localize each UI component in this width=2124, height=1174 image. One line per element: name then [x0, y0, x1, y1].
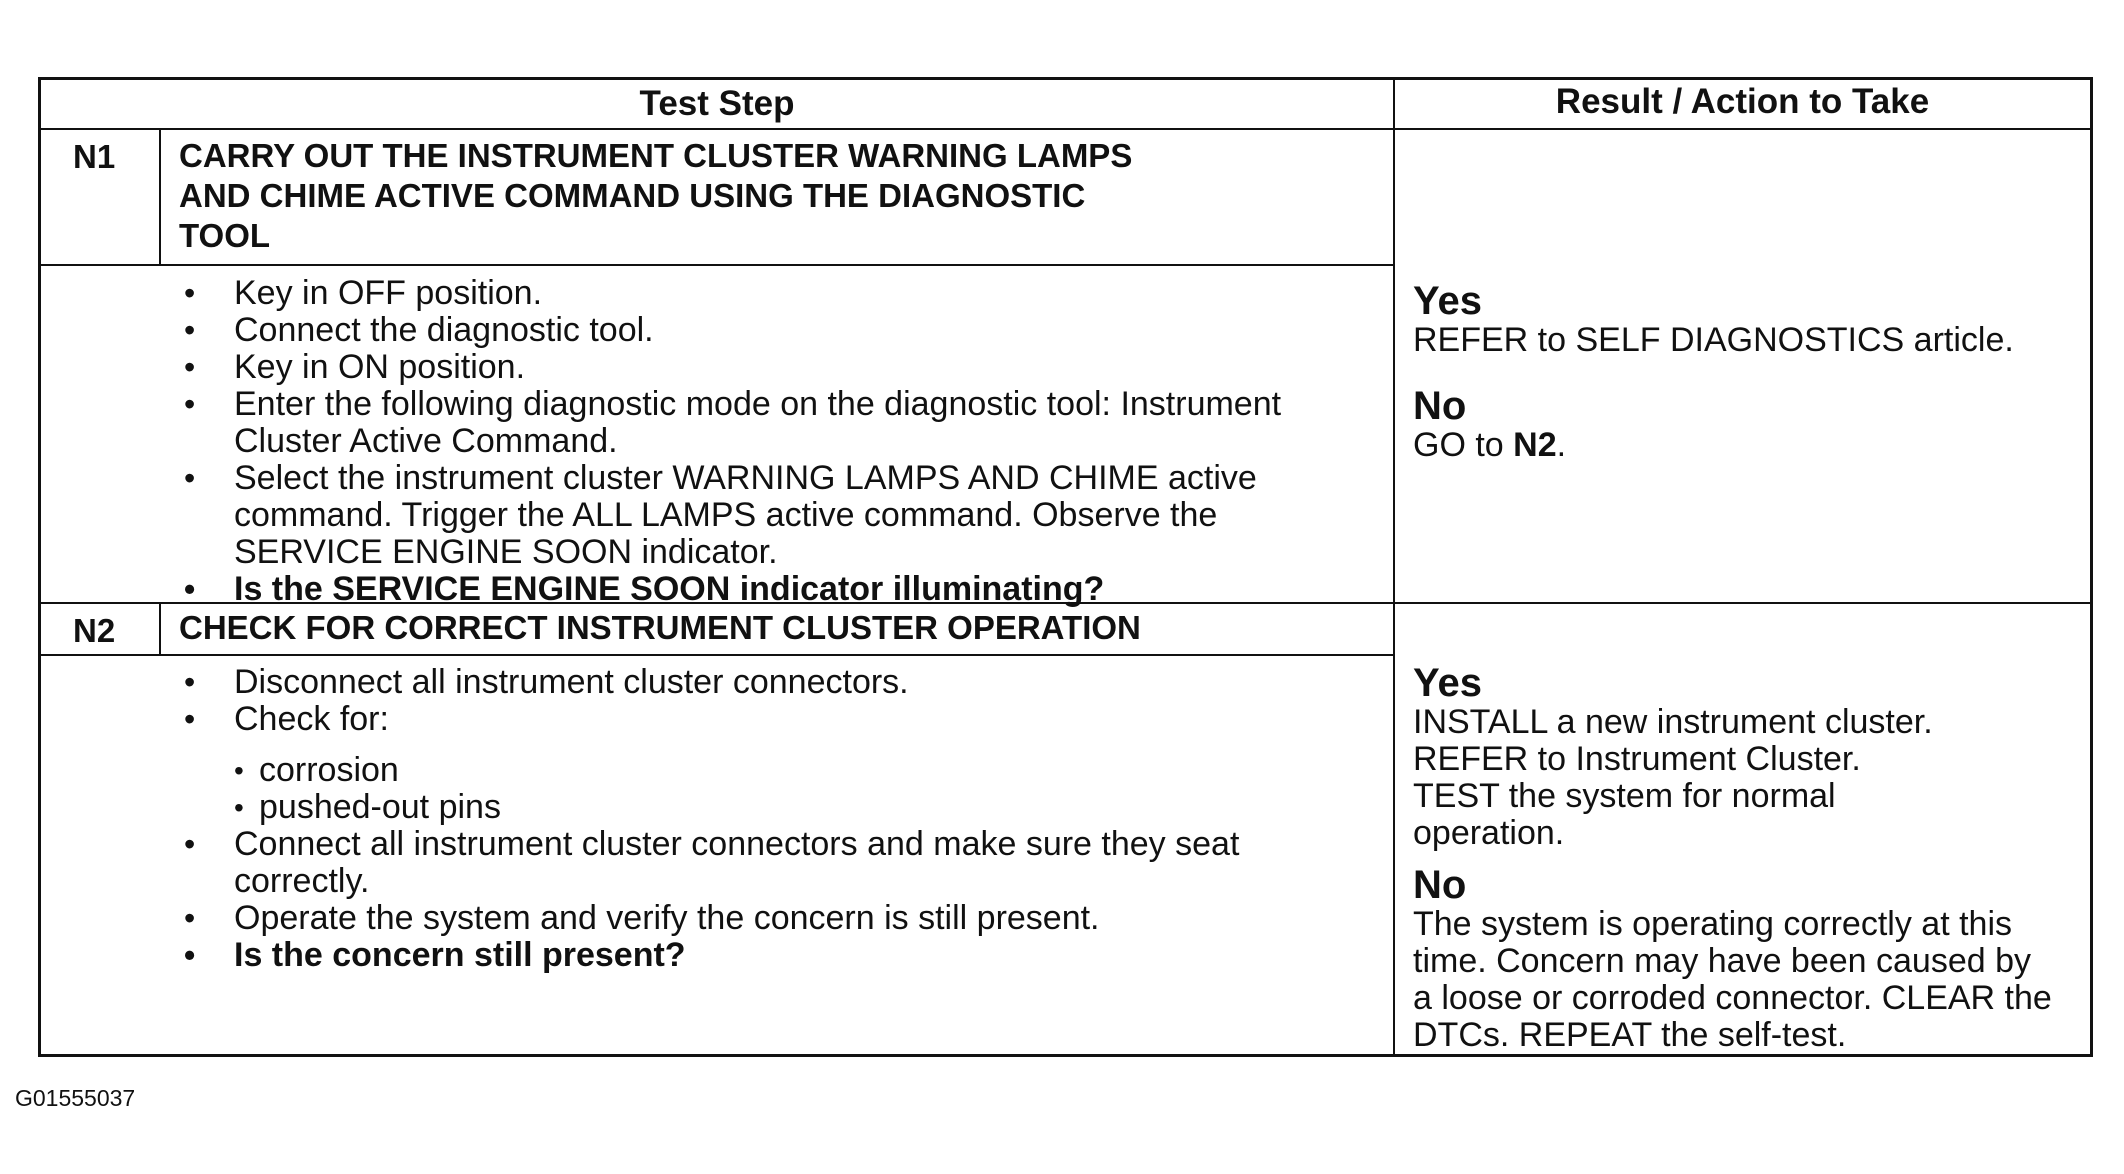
result-n2	[1413, 662, 2088, 1054]
step-title-n2: CHECK FOR CORRECT INSTRUMENT CLUSTER OPERATION	[179, 609, 1141, 646]
result-yes-label: Yes	[1413, 279, 1482, 323]
result-yes-text: INSTALL a new instrument cluster. REFER to Instrument Cluster. TEST the system for normal operation.	[1413, 703, 1933, 852]
step-question-n2: • Is the concern still present?	[174, 937, 1374, 974]
column-divider-result	[1393, 80, 1395, 1054]
header-result: Result / Action to Take	[1555, 82, 1930, 121]
step-question-n1: • Is the SERVICE ENGINE SOON indicator illuminating?	[174, 571, 1374, 608]
diagnostic-table	[38, 77, 2093, 1057]
header-test-step: Test Step	[639, 84, 795, 123]
result-no-label: No	[1413, 863, 1467, 907]
list-item: • Connect all instrument cluster connectors and make sure they seat correctly.	[174, 826, 1374, 900]
list-item: • pushed-out pins	[234, 789, 1374, 826]
list-item: • Select the instrument cluster WARNING LAMPS AND CHIME active command. Trigger the ALL LAMPS active command. Observe the SERVICE ENGINE SOON indicator.	[174, 460, 1374, 571]
list-item: • Key in ON position.	[174, 349, 1374, 386]
step-reference-n2[interactable]: N2	[1513, 426, 1557, 464]
list-item: • Key in OFF position.	[174, 275, 1374, 312]
step-id-n1: N1	[73, 138, 116, 175]
step-title-n1: CARRY OUT THE INSTRUMENT CLUSTER WARNING LAMPS AND CHIME ACTIVE COMMAND USING THE DIAGNOSTIC TOOL	[179, 137, 1133, 254]
step-id-divider-n1	[159, 128, 161, 264]
result-no-text: GO to N2.	[1413, 426, 1567, 464]
step-id-divider-n2	[159, 602, 161, 654]
n1-title-divider	[41, 264, 1393, 266]
result-yes-text: REFER to SELF DIAGNOSTICS article.	[1413, 321, 2014, 359]
step-instructions-n1	[174, 275, 1374, 608]
step-instructions-n2	[174, 664, 1374, 974]
list-item: • Check for:	[174, 701, 1374, 738]
list-item: • Disconnect all instrument cluster connectors.	[174, 664, 1374, 701]
figure-id: G01555037	[15, 1085, 136, 1111]
sub-list	[174, 752, 1374, 826]
result-yes-label: Yes	[1413, 661, 1482, 705]
list-item: • corrosion	[234, 752, 1374, 789]
result-no-text: The system is operating correctly at this time. Concern may have been caused by a loose or corroded connector. CLEAR the DTCs. REPEAT the self-test.	[1413, 905, 2052, 1054]
n2-title-divider	[41, 654, 1393, 656]
list-item: • Enter the following diagnostic mode on the diagnostic tool: Instrument Cluster Active Command.	[174, 386, 1374, 460]
result-n1	[1413, 280, 2083, 464]
step-id-n2: N2	[73, 612, 116, 649]
list-item: • Operate the system and verify the concern is still present.	[174, 900, 1374, 937]
header-divider	[41, 128, 2090, 130]
result-no-label: No	[1413, 384, 1467, 428]
list-item: • Connect the diagnostic tool.	[174, 312, 1374, 349]
